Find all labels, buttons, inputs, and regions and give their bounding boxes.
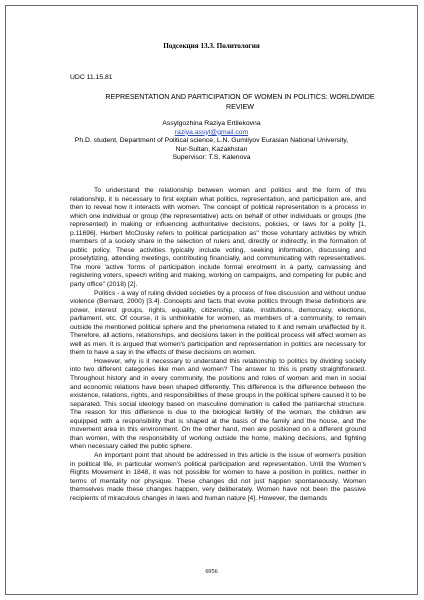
body-paragraph: An important point that should be addressed in this article is the issue of women's position in political life, in particular women's political participation and representation. Until the Women's Rights Movement in 1848, it was not possible for women to have a position in politics, neither in terms of mentality nor physique. These changes did not just happen spontaneously. Women themselves made these changes happen, very deliberately. Women have not been the passive recipients of miraculous changes in laws and human nature [4]. However, the demands: [70, 451, 366, 502]
author-supervisor: Supervisor: T.S. Kalenova: [172, 154, 251, 162]
author-name: Assylgozhina Raziya Ertilekovna: [162, 120, 261, 127]
page-number: 6956: [205, 568, 218, 575]
author-affiliation: Ph.D. student, Department of Political science, L.N. Gumilyov Eurasian National University,: [74, 137, 349, 145]
udc-code: UDC 11.15.81: [70, 74, 113, 81]
document-page: [5, 5, 418, 595]
author-city: Nur-Sultan, Kazakhstan: [175, 145, 248, 153]
body-paragraph: To understand the relationship between women and politics and the form of this relationship, it is necessary to first explain what politics, representation, and participation are, and then to reveal how it interacts with women. The concept of political representation is a process in which one individual or group (the representative) acts on behalf of other individuals or groups (the represented) in making or influencing authoritative decisions, policies, or laws for a polity [1, p.11696]. Herbert McClosky refers to political participation as" those voluntary activities by which members of a society share in the selection of rulers and, directly or indirectly, in the formation of public policy. These activities typically include voting, seeking information, discussing and proselytizing, attending meetings, contributing financially, and communicating with representatives. The more 'active 'forms of participation include formal enrolment in a party, canvassing and registering voters, speech writing and making, working on campaigns, and competing for public and party office" (2018) [2].: [70, 187, 366, 289]
body-paragraph: Politics - a way of ruling divided societies by a process of free discussion and without undue violence (Bernard, 2000) [3.4]. Concepts and facts that evoke politics through these definitions are power, interest groups, rights, equality, citizenship, state, institutions, democracy, elections, parliament, etc. Of course, it is unthinkable for women, as members of a community, to remain outside the mentioned political sphere and the phenomena related to it and remain unaffected by it. Therefore, all actions, relationships, and decisions taken in the political process will affect women as well as men. It is argued that women's participation and representation in politics are necessary for them to have a say in the effects of these decisions on women.: [70, 289, 366, 357]
article-title: REPRESENTATION AND PARTICIPATION OF WOMEN IN POLITICS: WORLDWIDE REVIEW: [105, 93, 375, 111]
body-paragraph: However, why is it necessary to understand this relationship to politics by dividing society into two different categories like men and women? The answer to this is pretty straightforward. Throughout history and in every community, the positions and roles of women and men in social and economic relations have been shaped differently. This difference is the difference between the existence, relations, rights, and responsibilities of these groups in the political sphere caused it to be separated. This social ideology based on masculine domination is called the patriarchal structure. The reason for this difference is due to the biological fertility of the woman, the children are equipped with a responsibility that is shaped at the basis of the family and the house, and the movement area in this environment. On the other hand, men are positioned on a different ground than women, with the responsibility of working outside the home, making decisions, and fighting when necessary called the public sphere.: [70, 357, 366, 451]
author-email-link[interactable]: raziya.assyl@gmail.com: [174, 128, 249, 136]
section-header: Подсекция 13.3. Политология: [163, 42, 260, 50]
author-block: [6, 120, 417, 163]
article-body: [70, 187, 366, 503]
